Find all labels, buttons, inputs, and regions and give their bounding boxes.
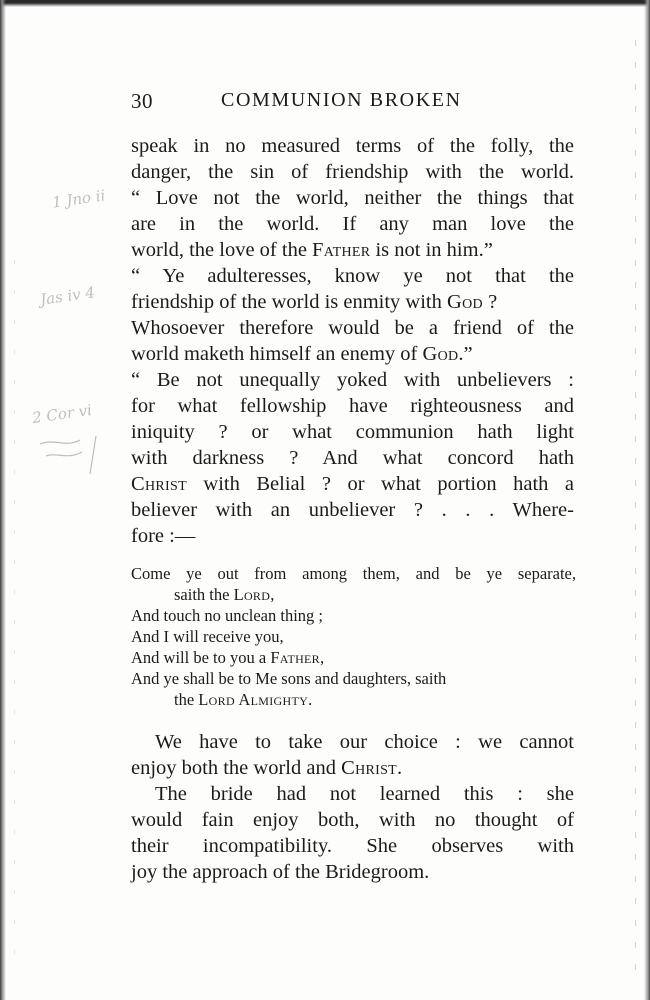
quote-line: And touch no unclean thing ; [131, 606, 324, 625]
margin-scribble [36, 430, 126, 480]
body-text: . [397, 757, 403, 779]
body-line: We have to take our choice : we cannot [155, 731, 574, 753]
quote-text: , [319, 648, 325, 667]
body-line: for what fellowship have righteousness and [131, 395, 574, 417]
quote-line: And ye shall be to Me sons and daughters, saith [131, 669, 447, 688]
scan-artifact-left [14, 260, 15, 960]
quote-text: saith the [174, 585, 234, 604]
body-line: joy the approach of the Bridegroom. [131, 861, 430, 883]
small-caps-text: Father [312, 239, 371, 261]
body-text: world, the love of the [131, 239, 307, 261]
body-line: “ Ye adulteresses, know ye not that the [131, 265, 574, 287]
scan-edge-left [0, 0, 6, 1000]
scan-edge-right [644, 0, 650, 1000]
small-caps-text: God [422, 343, 459, 365]
body-line [131, 755, 574, 781]
quote-line: And I will receive you, [131, 627, 284, 646]
body-line: are in the world. If any man love the [131, 213, 574, 235]
margin-annotation: 1 Jno ii [51, 186, 107, 212]
quote-text: , [270, 585, 275, 604]
body-line: speak in no measured terms of the folly, the [131, 135, 574, 157]
body-text: is not in him.” [370, 239, 493, 261]
page-number: 30 [131, 89, 153, 113]
body-line: The bride had not learned this : she [155, 783, 574, 805]
quote-text: . [308, 690, 313, 709]
body-text: friendship of the world is enmity with [131, 291, 447, 313]
quote-text: the [174, 690, 199, 709]
body-line [131, 289, 574, 315]
quote-text: And will be to you a [131, 648, 271, 667]
small-caps-text: Lord [233, 585, 271, 604]
body-line: fore :— [131, 525, 196, 547]
margin-annotation: Jas iv 4 [39, 283, 97, 309]
body-text: .” [458, 343, 473, 365]
body-line: believer with an unbeliever ? . . . Where- [131, 499, 574, 521]
quote-line [174, 584, 619, 605]
body-line: “ Love not the world, neither the things that [131, 187, 574, 209]
quote-line [131, 647, 576, 668]
body-text: ? [482, 291, 498, 313]
small-caps-text: Christ [341, 757, 398, 779]
margin-annotation: 2 Cor vi [31, 400, 93, 428]
body-line: danger, the sin of friendship with the world. [131, 161, 574, 183]
body-line: with darkness ? And what concord hath [131, 447, 574, 469]
body-text: enjoy both the world and [131, 757, 342, 779]
running-head: COMMUNION BROKEN [221, 89, 462, 111]
body-text: world maketh himself an enemy of [131, 343, 423, 365]
quote-line: Come ye out from among them, and be ye separate, [131, 564, 576, 583]
scan-artifact-right [635, 40, 636, 980]
small-caps-text: Lord Almighty [198, 690, 309, 709]
small-caps-text: God [447, 291, 483, 313]
small-caps-text: Christ [131, 473, 187, 495]
body-line: would fain enjoy both, with no thought of [131, 809, 574, 831]
quote-line [174, 689, 619, 710]
page-header [131, 89, 581, 119]
body-line: iniquity ? or what communion hath light [131, 421, 574, 443]
body-line [131, 471, 574, 497]
body-line: their incompatibility. She observes with [131, 835, 574, 857]
body-line [131, 237, 574, 263]
body-text: with Belial ? or what portion hath a [186, 473, 574, 495]
body-line [131, 341, 574, 367]
scan-edge-top [0, 0, 650, 7]
small-caps-text: Father [270, 648, 320, 667]
body-line: Whosoever therefore would be a friend of the [131, 317, 574, 339]
body-line: “ Be not unequally yoked with unbelievers : [131, 369, 574, 391]
